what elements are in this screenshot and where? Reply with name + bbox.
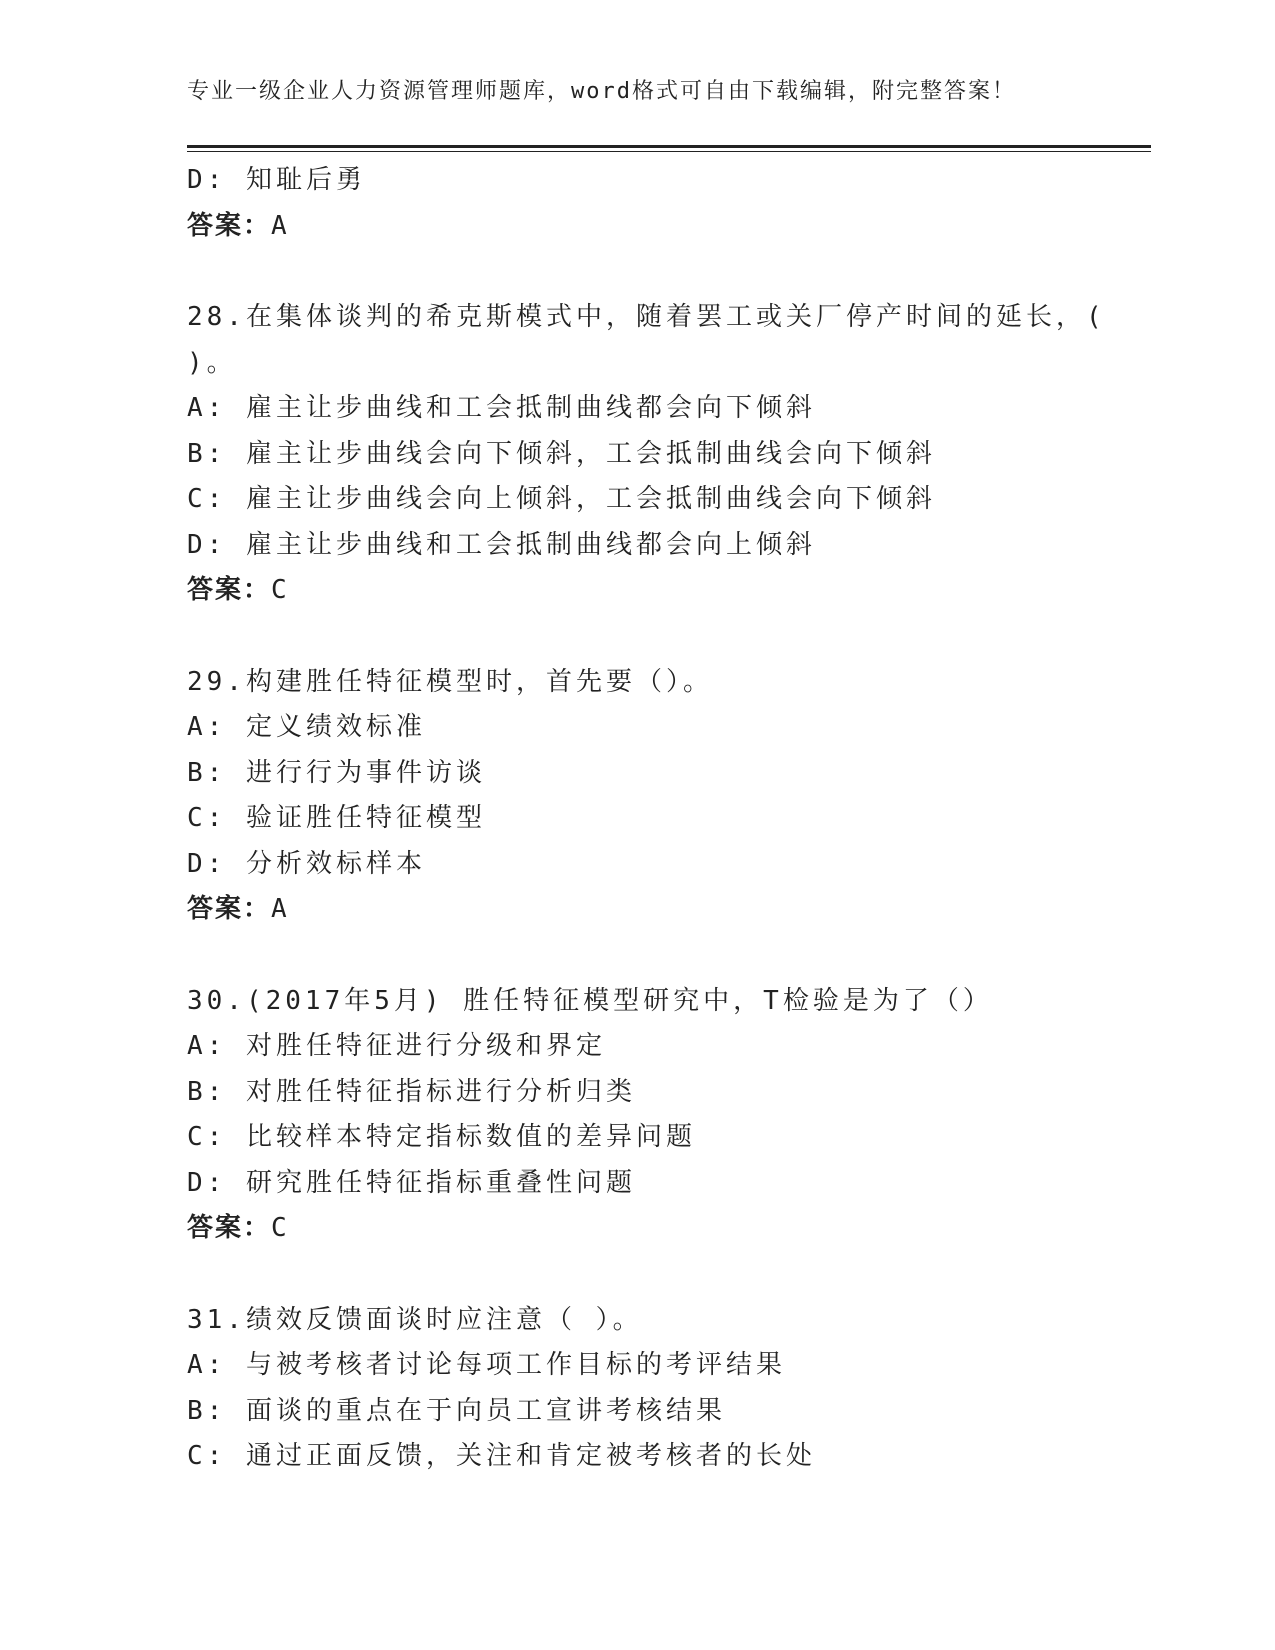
option-a: A: 与被考核者讨论每项工作目标的考评结果 <box>187 1350 786 1380</box>
question-stem: 30.(2017年5月) 胜任特征模型研究中，T检验是为了（） <box>187 985 993 1016</box>
option-b: B: 面谈的重点在于向员工宣讲考核结果 <box>187 1395 726 1426</box>
option-d: D: 雇主让步曲线和工会抵制曲线都会向上倾斜 <box>187 529 816 560</box>
option-c: C: 比较样本特定指标数值的差异问题 <box>187 1122 696 1152</box>
header-rule-thin <box>187 151 1151 152</box>
option-a: A: 雇主让步曲线和工会抵制曲线都会向下倾斜 <box>187 393 816 423</box>
answer-label: 答案： <box>187 210 272 241</box>
option-line: D: 知耻后勇 <box>187 165 366 195</box>
option-c: C: 验证胜任特征模型 <box>187 803 486 833</box>
question-stem: 31.绩效反馈面谈时应注意（ ）。 <box>187 1304 643 1335</box>
answer-value: A <box>271 210 291 241</box>
answer-value: A <box>271 894 291 924</box>
option-b: B: 对胜任特征指标进行分析归类 <box>187 1076 636 1107</box>
option-d: D: 研究胜任特征指标重叠性问题 <box>187 1167 636 1198</box>
answer-line <box>187 1206 1087 1252</box>
answer-value: C <box>271 1213 291 1243</box>
answer-line <box>187 887 1087 933</box>
option-d: D: 分析效标样本 <box>187 848 426 879</box>
question-stem-continued: )。 <box>187 347 237 378</box>
option-b: B: 雇主让步曲线会向下倾斜，工会抵制曲线会向下倾斜 <box>187 438 936 469</box>
answer-line <box>187 568 1087 614</box>
header-rule-thick <box>187 145 1151 148</box>
option-a: A: 对胜任特征进行分级和界定 <box>187 1031 606 1061</box>
option-b: B: 进行行为事件访谈 <box>187 757 486 788</box>
answer-label: 答案： <box>187 1213 272 1243</box>
answer-label: 答案： <box>187 894 272 924</box>
question-list <box>187 158 1106 1480</box>
question-stem: 28.在集体谈判的希克斯模式中，随着罢工或关厂停产时间的延长，( <box>187 302 1106 332</box>
option-c: C: 雇主让步曲线会向上倾斜，工会抵制曲线会向下倾斜 <box>187 484 936 514</box>
answer-label: 答案： <box>187 575 272 605</box>
answer-value: C <box>271 575 291 605</box>
option-a: A: 定义绩效标准 <box>187 712 426 742</box>
page-header: 专业一级企业人力资源管理师题库，word格式可自由下载编辑，附完整答案！ <box>187 79 1016 104</box>
answer-line <box>187 204 1087 250</box>
question-stem: 29.构建胜任特征模型时，首先要（）。 <box>187 666 713 697</box>
option-c: C: 通过正面反馈，关注和肯定被考核者的长处 <box>187 1441 816 1471</box>
